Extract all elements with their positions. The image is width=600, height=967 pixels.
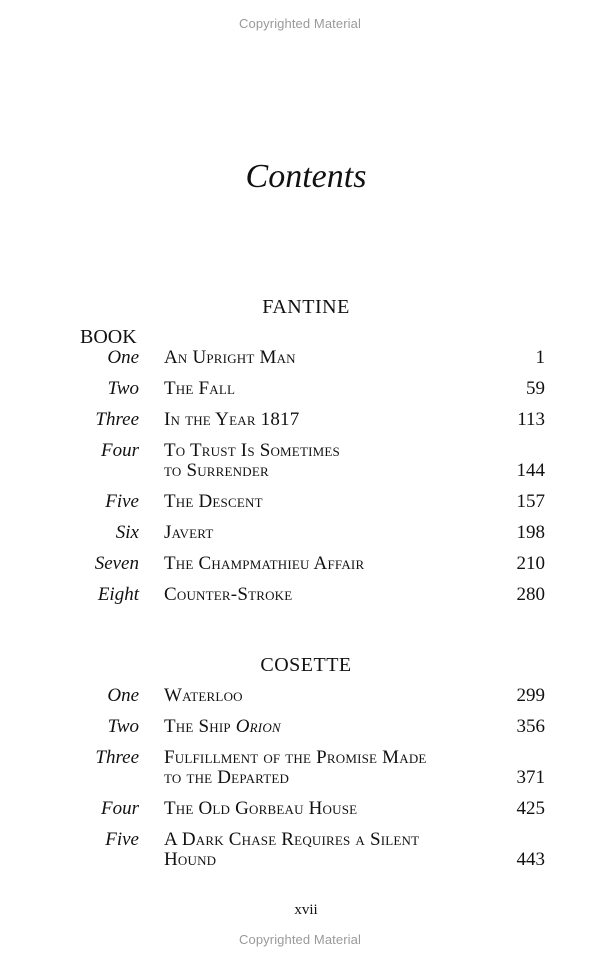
entry-title: The Champmathieu Affair xyxy=(164,553,365,574)
entry-title: An Upright Man xyxy=(164,347,296,368)
folio-page-number: xvii xyxy=(294,902,318,918)
page-number: 299 xyxy=(516,685,545,706)
book-number: Five xyxy=(105,829,139,850)
entry-title: Fulfillment of the Promise Made xyxy=(164,747,427,768)
page-number: 1 xyxy=(535,347,545,368)
watermark-bottom: Copyrighted Material xyxy=(239,932,361,947)
entry-title: In the Year 1817 xyxy=(164,409,300,430)
book-number: Eight xyxy=(97,584,139,605)
entry-title-continued: to Surrender xyxy=(164,460,269,481)
entry-title: Waterloo xyxy=(164,685,243,706)
entry-title: The Old Gorbeau House xyxy=(164,798,358,819)
book-number: Four xyxy=(101,440,139,461)
page-title: Contents xyxy=(245,158,367,195)
book-number: Two xyxy=(107,716,139,737)
book-number: Three xyxy=(95,409,139,430)
book-number: Four xyxy=(101,798,139,819)
entry-title: A Dark Chase Requires a Silent xyxy=(164,829,420,850)
book-number: Three xyxy=(95,747,139,768)
page-number: 425 xyxy=(516,798,545,819)
entry-title: The Fall xyxy=(164,378,236,399)
page-number: 280 xyxy=(516,584,545,605)
part-title-fantine: FANTINE xyxy=(262,296,350,318)
page-number: 371 xyxy=(516,767,545,788)
entry-title-continued: Hound xyxy=(164,849,217,870)
page-number: 59 xyxy=(526,378,545,399)
page-number: 113 xyxy=(517,409,545,430)
part-title-cosette: COSETTE xyxy=(260,654,352,676)
entry-title: To Trust Is Sometimes xyxy=(164,440,340,461)
entry-title: Javert xyxy=(164,522,214,543)
page-number: 443 xyxy=(516,849,545,870)
page-number: 144 xyxy=(516,460,545,481)
page-number: 210 xyxy=(516,553,545,574)
book-number: Five xyxy=(105,491,139,512)
watermark-top: Copyrighted Material xyxy=(239,16,361,31)
book-number: One xyxy=(107,347,139,368)
book-label: BOOK xyxy=(80,326,137,348)
entry-title: Counter-Stroke xyxy=(164,584,293,605)
book-number: One xyxy=(107,685,139,706)
book-number: Two xyxy=(107,378,139,399)
page-number: 157 xyxy=(516,491,545,512)
entry-title: The Ship xyxy=(164,716,236,737)
page-number: 198 xyxy=(516,522,545,543)
entry-title: The Descent xyxy=(164,491,263,512)
ship-name: Orion xyxy=(235,716,281,737)
page-number: 356 xyxy=(516,716,545,737)
entry-title-continued: to the Departed xyxy=(164,767,290,788)
book-number: Six xyxy=(115,522,139,543)
book-number: Seven xyxy=(94,553,139,574)
